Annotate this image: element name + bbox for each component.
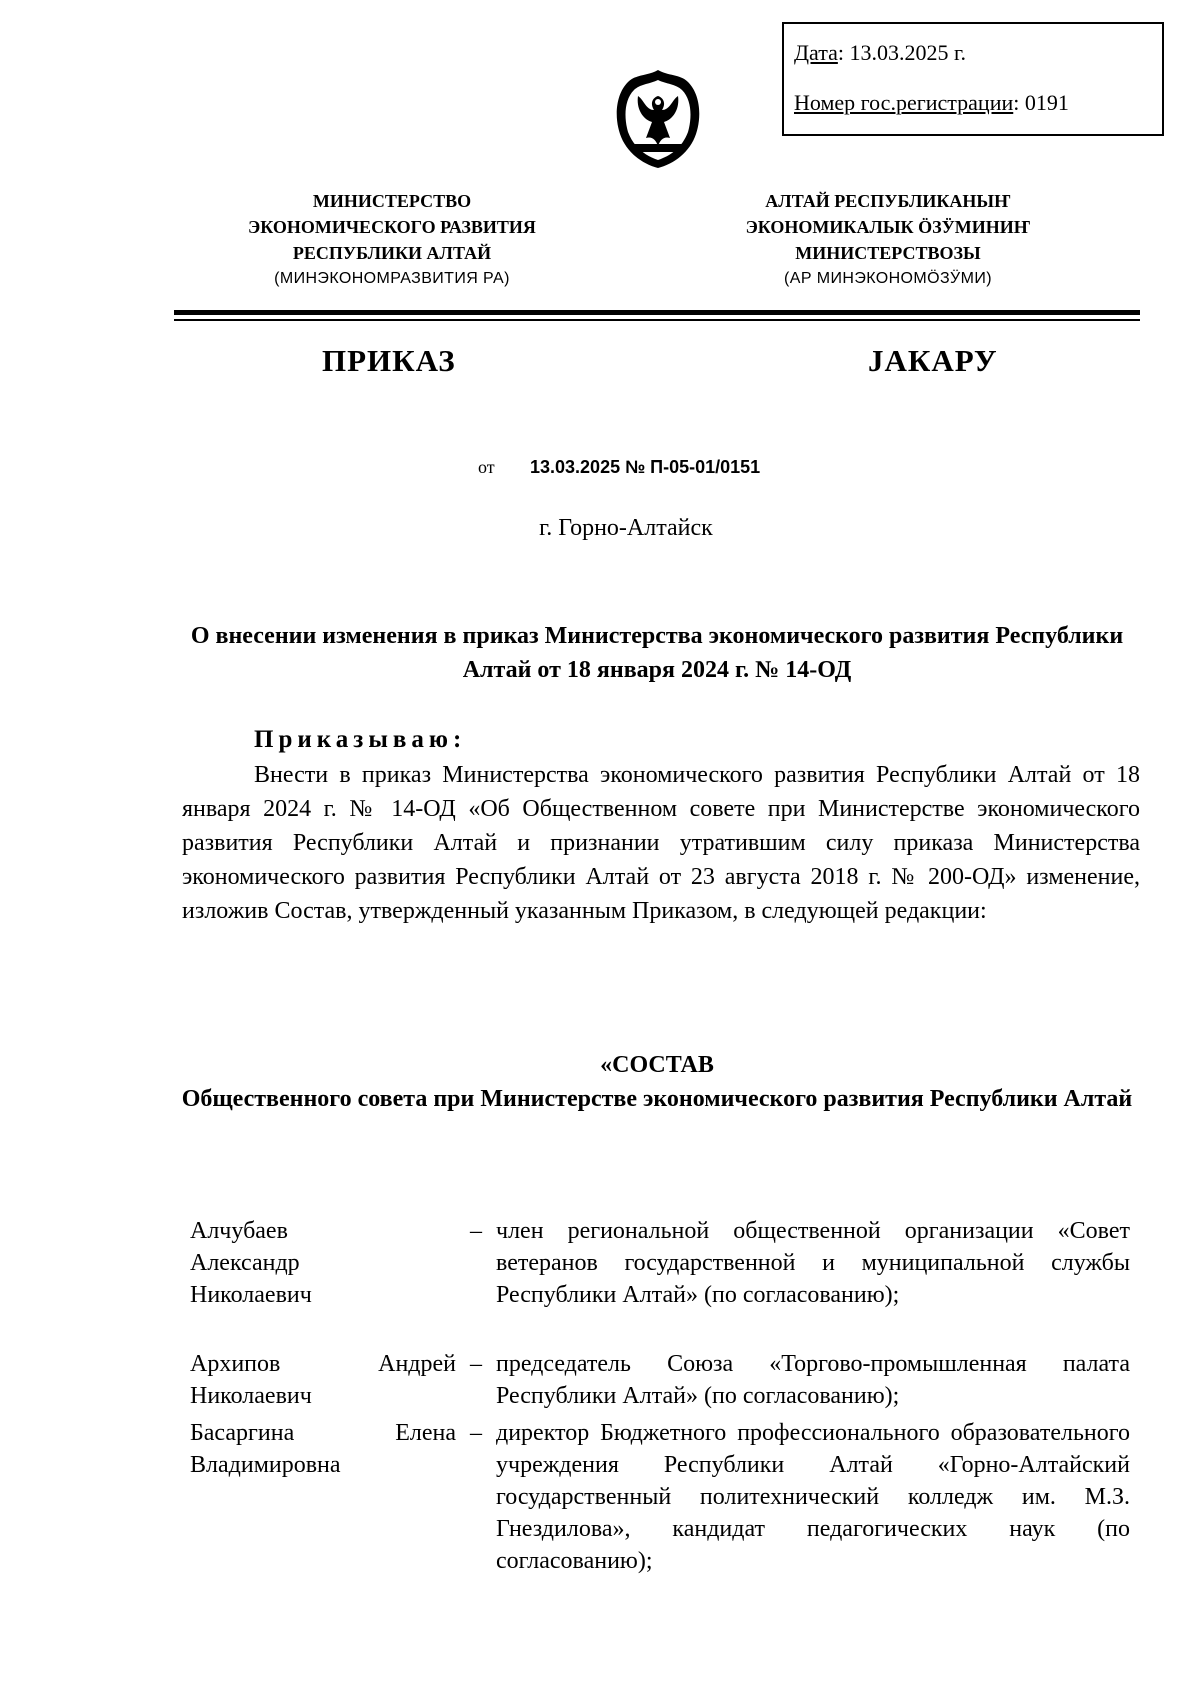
member-dash: –	[470, 1218, 482, 1244]
member-name: Архипов Андрей Николаевич	[190, 1351, 456, 1409]
registration-number: Номер гос.регистрации: 0191	[794, 90, 1069, 115]
member-dash: –	[470, 1351, 482, 1377]
document-type-russian: ПРИКАЗ	[322, 343, 456, 378]
registration-date: Дата: 13.03.2025 г.	[794, 40, 967, 65]
member-role: директор Бюджетного профессионального образовательного учреждения Республики Алтай «Горно-Алтайский государственный политехнический колледж им. М.З. Гнездилова», кандидат педагогических наук (по согласованию);	[496, 1420, 1130, 1574]
composition-title: «СОСТАВ	[600, 1052, 714, 1078]
ministry-name-russian: МИНИСТЕРСТВО ЭКОНОМИЧЕСКОГО РАЗВИТИЯ РЕСПУБЛИКИ АЛТАЙ (МИНЭКОНОМРАЗВИТИЯ РА)	[248, 191, 536, 287]
member-row	[190, 1417, 1130, 1577]
member-name: Басаргина Елена Владимировна	[190, 1420, 456, 1478]
composition-subtitle: Общественного совета при Министерстве экономического развития Республики Алтай	[181, 1086, 1133, 1112]
member-row	[190, 1348, 1130, 1412]
document-type-altai: JАКАРУ	[868, 343, 998, 378]
member-dash: –	[470, 1420, 482, 1446]
order-body: Внести в приказ Министерства экономического развития Республики Алтай от 18 января 2024 г. № 14-ОД «Об Общественном совете при Министерстве экономического развития Республики Алтай и признании утратившим силу приказа Министерства экономического развития Республики Алтай от 23 августа 2018 г. № 200-ОД» изменение, изложив Состав, утвержденный указанным Приказом, в следующей редакции:	[182, 762, 1140, 924]
header-divider-thick	[174, 310, 1140, 315]
coat-of-arms-icon	[608, 66, 708, 170]
member-row	[190, 1215, 1130, 1311]
order-subject: О внесении изменения в приказ Министерства экономического развития Республики Алтай от 18 января 2024 г. № 14-ОД	[190, 623, 1124, 683]
member-role: председатель Союза «Торгово-промышленная палата Республики Алтай» (по согласованию);	[496, 1351, 1130, 1409]
member-name: Алчубаев Александр Николаевич	[190, 1218, 312, 1308]
member-role: член региональной общественной организации «Совет ветеранов государственной и муниципальной службы Республики Алтай» (по согласованию);	[496, 1218, 1130, 1308]
order-directive: Приказываю:	[254, 726, 467, 753]
header-divider-thin	[174, 319, 1140, 321]
composition-heading	[174, 1048, 1140, 1116]
order-from-label: от	[478, 457, 495, 477]
order-city: г. Горно-Алтайск	[539, 515, 713, 541]
registration-stamp	[782, 22, 1164, 136]
ministry-name-altai: АЛТАЙ РЕСПУБЛИКАНЫҤ ЭКОНОМИКАЛЫК ÖЗӰМИНИҤ МИНИСТЕРСТВОЗЫ (АР МИНЭКОНОМÖЗӰМИ)	[745, 191, 1031, 287]
order-number: 13.03.2025 № П-05-01/0151	[530, 457, 761, 477]
